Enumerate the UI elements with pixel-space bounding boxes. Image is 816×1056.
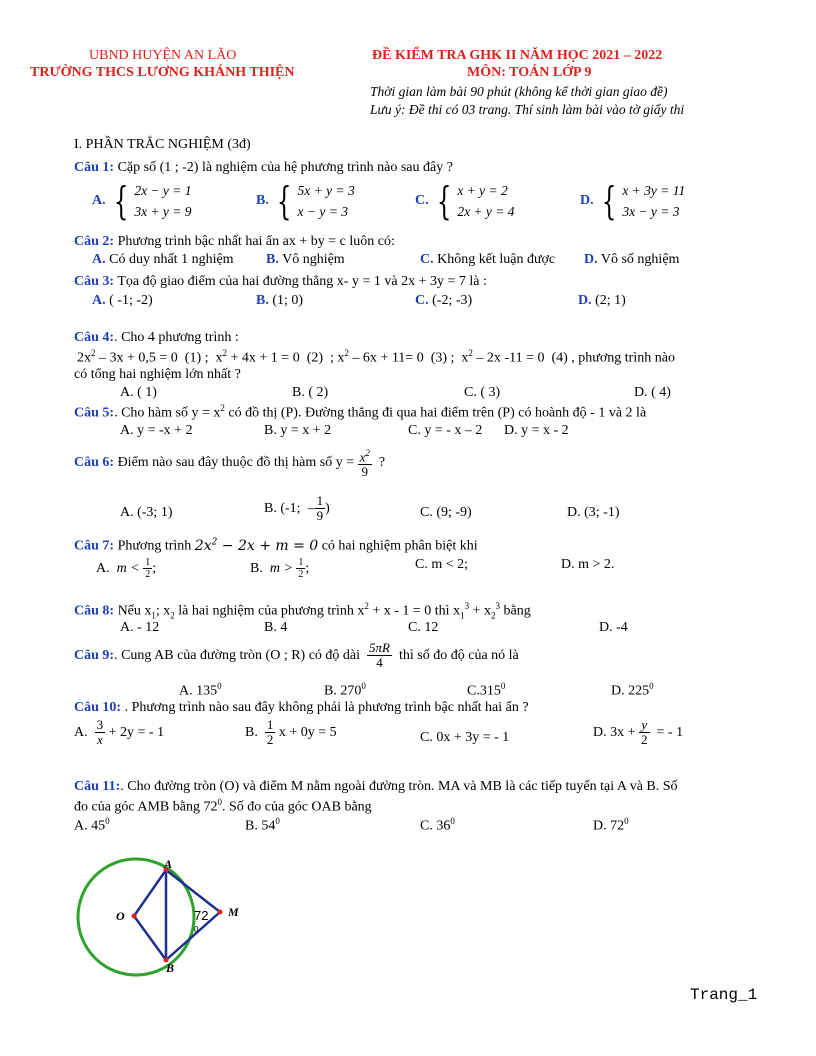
- question-text: Tọa độ giao điểm của hai đường thẳng x- y = 1 và 2x + 3y = 7 là :: [117, 274, 487, 289]
- question-7: Câu 7: Phương trình $2x^2 - 2x + m = 0$ có hai nghiệm phân biệt khi: [74, 537, 478, 554]
- q3-option-a: A. ( -1; -2): [92, 293, 153, 308]
- section-title: I. PHẦN TRẮC NGHIỆM (3đ): [74, 137, 251, 152]
- equation: 2x + y = 4: [457, 204, 515, 219]
- question-label: Câu 4:: [74, 330, 115, 345]
- q10-option-d: D. 3x + $\frac{y}{2}$ = - 1: [593, 717, 684, 747]
- exam-duration: Thời gian làm bài 90 phút (không kể thời gian giao đề): [370, 84, 668, 99]
- option-letter: A.: [92, 193, 106, 209]
- exam-note: Lưu ý: Đề thi có 03 trang. Thí sinh làm bài vào tờ giấy thi: [370, 102, 685, 117]
- q2-option-d: D. Vô số nghiệm: [584, 252, 680, 267]
- question-label: Câu 7:: [74, 538, 115, 554]
- q1-option-d: D. { x + 3y = 11 3x − y = 3: [580, 179, 686, 223]
- school-district: UBND HUYỆN AN LÃO: [89, 48, 237, 63]
- question-label: Câu 5:: [74, 405, 115, 421]
- q1-option-c: C. { x + y = 2 2x + y = 4: [415, 179, 515, 223]
- question-label: Câu 10:: [74, 700, 122, 715]
- q3-option-b: B. (1; 0): [256, 293, 304, 308]
- angle-label: 72: [194, 908, 209, 923]
- q2-option-b: B. Vô nghiệm: [266, 252, 345, 267]
- question-text: , phương trình nào: [571, 350, 675, 366]
- equation: 3x + y = 9: [134, 204, 192, 219]
- question-text: có tổng hai nghiệm lớn nhất ?: [74, 367, 241, 382]
- q4-equations: $2x^2 - 3x + 0,5 = 0$ (1) ; $x^2 + 4x + 1 = 0$ (2) ; $x^2 - 6x + 11= 0$ (3) ; $x^2 - 2x$ -11 = 0 (4) , phương trình nào: [77, 348, 675, 366]
- q5-option-c: C. y = - x – 2: [408, 423, 483, 438]
- equation: x + 3y = 11: [622, 183, 686, 198]
- question-label: Câu 11:: [74, 779, 121, 794]
- q11-option-a: A. $45^0$: [74, 816, 110, 834]
- point-o: [132, 914, 137, 919]
- q6-option-a: A. (-3; 1): [120, 505, 173, 520]
- q1-option-b: B. { 5x + y = 3 x − y = 3: [256, 179, 355, 223]
- q5-option-a: A. y = -x + 2: [120, 423, 193, 438]
- exam-subject: MÔN: TOÁN LỚP 9: [467, 65, 592, 80]
- question-text: . Cho 4 phương trình :: [114, 330, 239, 345]
- q8-option-c: C. 12: [408, 620, 439, 635]
- equation: x + y = 2: [457, 183, 508, 198]
- label-a: A: [164, 857, 173, 871]
- question-text: Phương trình bậc nhất hai ẩn ax + by = c luôn có:: [117, 234, 395, 249]
- q7-option-b: B. m > $\frac{1}{2}$ ;: [250, 557, 310, 580]
- q11-option-b: B. $54^0$: [245, 816, 280, 834]
- q10-option-b: B. $\frac{1}{2}$ x + 0y = 5: [245, 717, 337, 747]
- q11-option-d: D. $72^0$: [593, 816, 629, 834]
- question-2: [74, 234, 395, 250]
- question-6: Câu 6: Điểm nào sau đây thuộc đồ thị hàm số y = $\frac{x^2}{9}$ ?: [74, 448, 386, 480]
- equation: 2x − y = 1: [134, 183, 192, 198]
- q9-option-b: B. $270^0$: [324, 681, 366, 699]
- q4-option-d: D. ( 4): [634, 385, 671, 400]
- option-letter: B.: [256, 193, 269, 209]
- question-label: Câu 8:: [74, 603, 115, 619]
- q8-option-a: A. - 12: [120, 620, 160, 635]
- equation: 3x − y = 3: [622, 204, 680, 219]
- question-5: Câu 5:. Cho hàm số $y = x^2$ có đồ thị (P). Đường thẳng đi qua hai điểm trên (P) có hoành độ - 1 và 2 là: [74, 403, 647, 421]
- q10-option-a: A. $\frac{3}{x}$ + 2y = - 1: [74, 717, 165, 747]
- q5-option-b: B. y = x + 2: [264, 423, 332, 438]
- question-text: . Phương trình nào sau đây không phải là phương trình bậc nhất hai ẩn ?: [124, 700, 529, 715]
- label-m: M: [228, 905, 239, 919]
- q3-option-c: C. (-2; -3): [415, 293, 473, 308]
- q11-option-c: C. $36^0$: [420, 816, 455, 834]
- q2-option-c: C. Không kết luận được: [420, 252, 556, 267]
- question-label: Câu 2:: [74, 234, 115, 249]
- q6-option-d: D. (3; -1): [567, 505, 620, 520]
- angle-degree: 0: [194, 925, 199, 934]
- equation: 5x + y = 3: [297, 183, 355, 198]
- geometry-figure: [68, 852, 258, 982]
- equation: x − y = 3: [297, 204, 348, 219]
- question-label: Câu 1:: [74, 160, 115, 175]
- label-o: O: [116, 909, 125, 923]
- q10-option-c: C. 0x + 3y = - 1: [420, 730, 510, 745]
- point-m: [218, 910, 223, 915]
- q6-option-c: C. (9; -9): [420, 505, 472, 520]
- question-1: [74, 160, 453, 176]
- question-11: Câu 11:. Cho đường tròn (O) và điểm M nằm ngoài đường tròn. MA và MB là các tiếp tuyến tại A và B. Số: [74, 779, 678, 794]
- q4-option-a: A. ( 1): [120, 385, 157, 400]
- q4-option-b: B. ( 2): [292, 385, 329, 400]
- q9-option-a: A. $135^0$: [179, 681, 222, 699]
- question-text: Cặp số (1 ; -2) là nghiệm của hệ phương trình nào sau đây ?: [117, 160, 453, 175]
- q5-option-d: D. y = x - 2: [504, 423, 569, 438]
- school-name: TRƯỜNG THCS LƯƠNG KHÁNH THIỆN: [30, 65, 295, 80]
- segment-oa: [134, 870, 166, 916]
- question-3: [74, 274, 487, 290]
- q4-option-c: C. ( 3): [464, 385, 501, 400]
- q2-option-a: A. Có duy nhất 1 nghiệm: [92, 252, 234, 267]
- question-10: [74, 700, 529, 716]
- question-9: Câu 9: . Cung AB của đường tròn (O ; R) có độ dài $\frac{5\pi R}{4}$ thì số đo độ của nó là: [74, 640, 519, 670]
- question-label: Câu 6:: [74, 454, 115, 470]
- question-label: Câu 3:: [74, 274, 115, 289]
- question-text: Điểm nào sau đây thuộc đồ thị hàm số y =: [117, 454, 355, 470]
- option-letter: C.: [415, 193, 429, 209]
- q1-option-a: A. { 2x − y = 1 3x + y = 9: [92, 179, 192, 223]
- q8-option-d: D. -4: [599, 620, 628, 635]
- q8-option-b: B. 4: [264, 620, 288, 635]
- exam-title: ĐỀ KIỂM TRA GHK II NĂM HỌC 2021 – 2022: [372, 48, 663, 63]
- question-4: [74, 330, 239, 346]
- q7-option-d: D. m > 2.: [561, 557, 615, 572]
- label-b: B: [166, 961, 175, 975]
- question-label: Câu 9:: [74, 647, 115, 663]
- question-text: đo của góc AMB bằng $72^0$. Số đo của góc OAB bằng: [74, 797, 372, 815]
- q3-option-d: D. (2; 1): [578, 293, 626, 308]
- q6-option-b: B. (-1; – $\frac{1}{9}$ ): [264, 493, 330, 523]
- segment-ob: [134, 916, 166, 960]
- q7-option-a: A. m < $\frac{1}{2}$ ;: [96, 557, 157, 580]
- option-letter: D.: [580, 193, 594, 209]
- question-8: Câu 8: Nếu $x_1$; $x_2$ là hai nghiệm của phương trình $x^2 + x - 1 = 0$ thì $x_1^3 + x_2^3$ bằng: [74, 601, 531, 621]
- q9-option-d: D. $225^0$: [611, 681, 654, 699]
- q9-option-c: C.315$^0$: [467, 681, 506, 699]
- q7-option-c: C. m < 2;: [415, 557, 469, 572]
- page-number: Trang_1: [690, 986, 758, 1004]
